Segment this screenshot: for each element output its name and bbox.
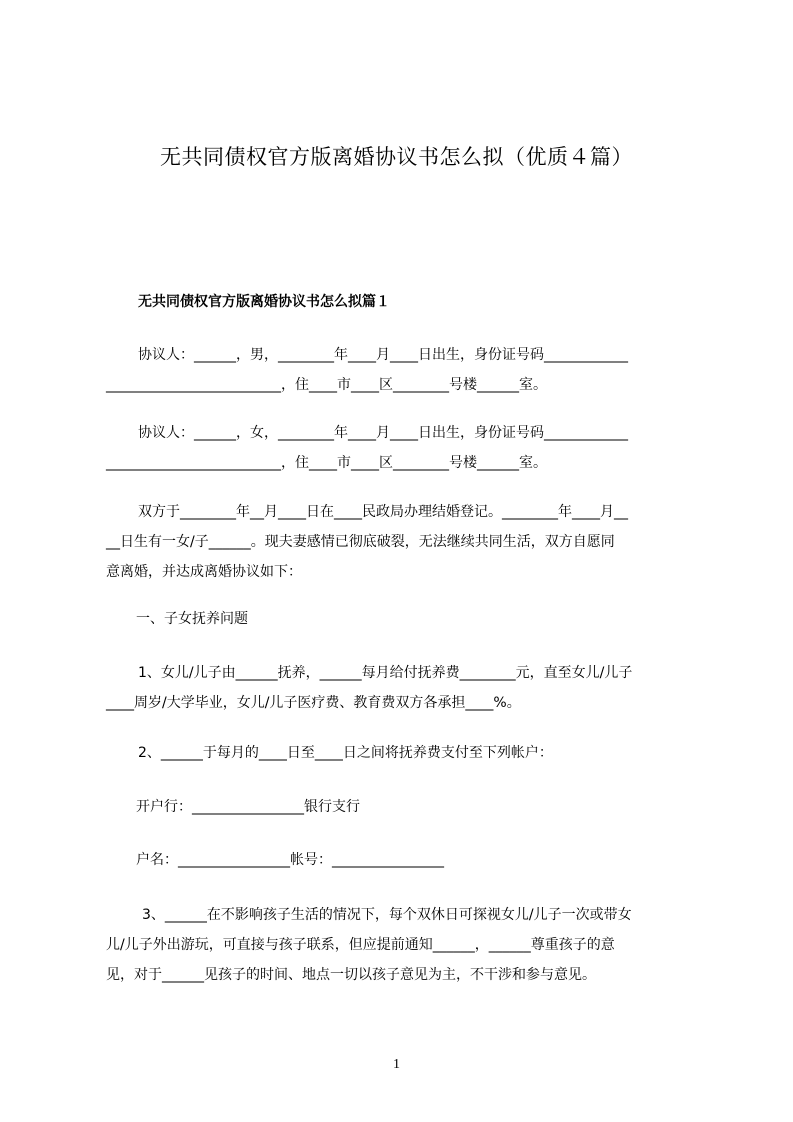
item3-line3: 见，对于______见孩子的时间、地点一切以孩子意见为主，不干涉和参与意见。 xyxy=(106,967,596,983)
item1-line2: ____周岁/大学毕业，女儿/儿子医疗费、教育费双方各承担____%。 xyxy=(106,695,521,711)
bank-paragraph xyxy=(106,792,710,822)
section-heading: 无共同债权官方版离婚协议书怎么拟篇１ xyxy=(138,294,390,310)
item3-paragraph xyxy=(106,900,710,990)
page-number: 1 xyxy=(393,1057,400,1072)
section1-heading-text: 一、子女抚养问题 xyxy=(136,611,248,627)
party1-line1: 协议人：______，男，________年____月____日出生，身份证号码____________ xyxy=(138,347,628,363)
marriage-line1: 双方于________年__月____日在____民政局办理结婚登记。________年____月__ xyxy=(138,504,628,520)
marriage-line2: __日生有一女/子______。现夫妻感情已彻底破裂，无法继续共同生活，双方自愿同 xyxy=(106,534,615,550)
item2-line: 2、______于每月的____日至____日之间将抚养费支付至下列帐户： xyxy=(138,745,553,761)
item2-paragraph xyxy=(106,738,710,768)
item1-paragraph xyxy=(106,658,710,718)
item3-line2: 儿/儿子外出游玩，可直接与孩子联系，但应提前通知______，______尊重孩子的意 xyxy=(106,937,615,953)
party1-line2: _________________________，住____市____区________号楼______室。 xyxy=(106,377,547,393)
account-line: 户名：________________帐号：________________ xyxy=(136,852,444,868)
bank-line: 开户行：________________银行支行 xyxy=(136,799,360,815)
marriage-line3: 意离婚，并达成离婚协议如下： xyxy=(106,564,302,580)
item1-line1: 1、女儿/儿子由______抚养，______每月给付抚养费________元，直至女儿/儿子 xyxy=(138,665,633,681)
account-paragraph xyxy=(106,845,710,875)
marriage-paragraph xyxy=(106,497,710,587)
party2-line2: _________________________，住____市____区________号楼______室。 xyxy=(106,455,547,471)
party2-paragraph xyxy=(106,418,710,478)
section1-heading xyxy=(106,604,710,634)
party1-paragraph xyxy=(106,340,710,400)
document-title: 无共同债权官方版离婚协议书怎么拟（优质４篇） xyxy=(160,145,633,169)
item3-line1: 3、______在不影响孩子生活的情况下，每个双休日可探视女儿/儿子一次或带女 xyxy=(142,907,632,923)
party2-line1: 协议人：______，女，________年____月____日出生，身份证号码____________ xyxy=(138,425,628,441)
